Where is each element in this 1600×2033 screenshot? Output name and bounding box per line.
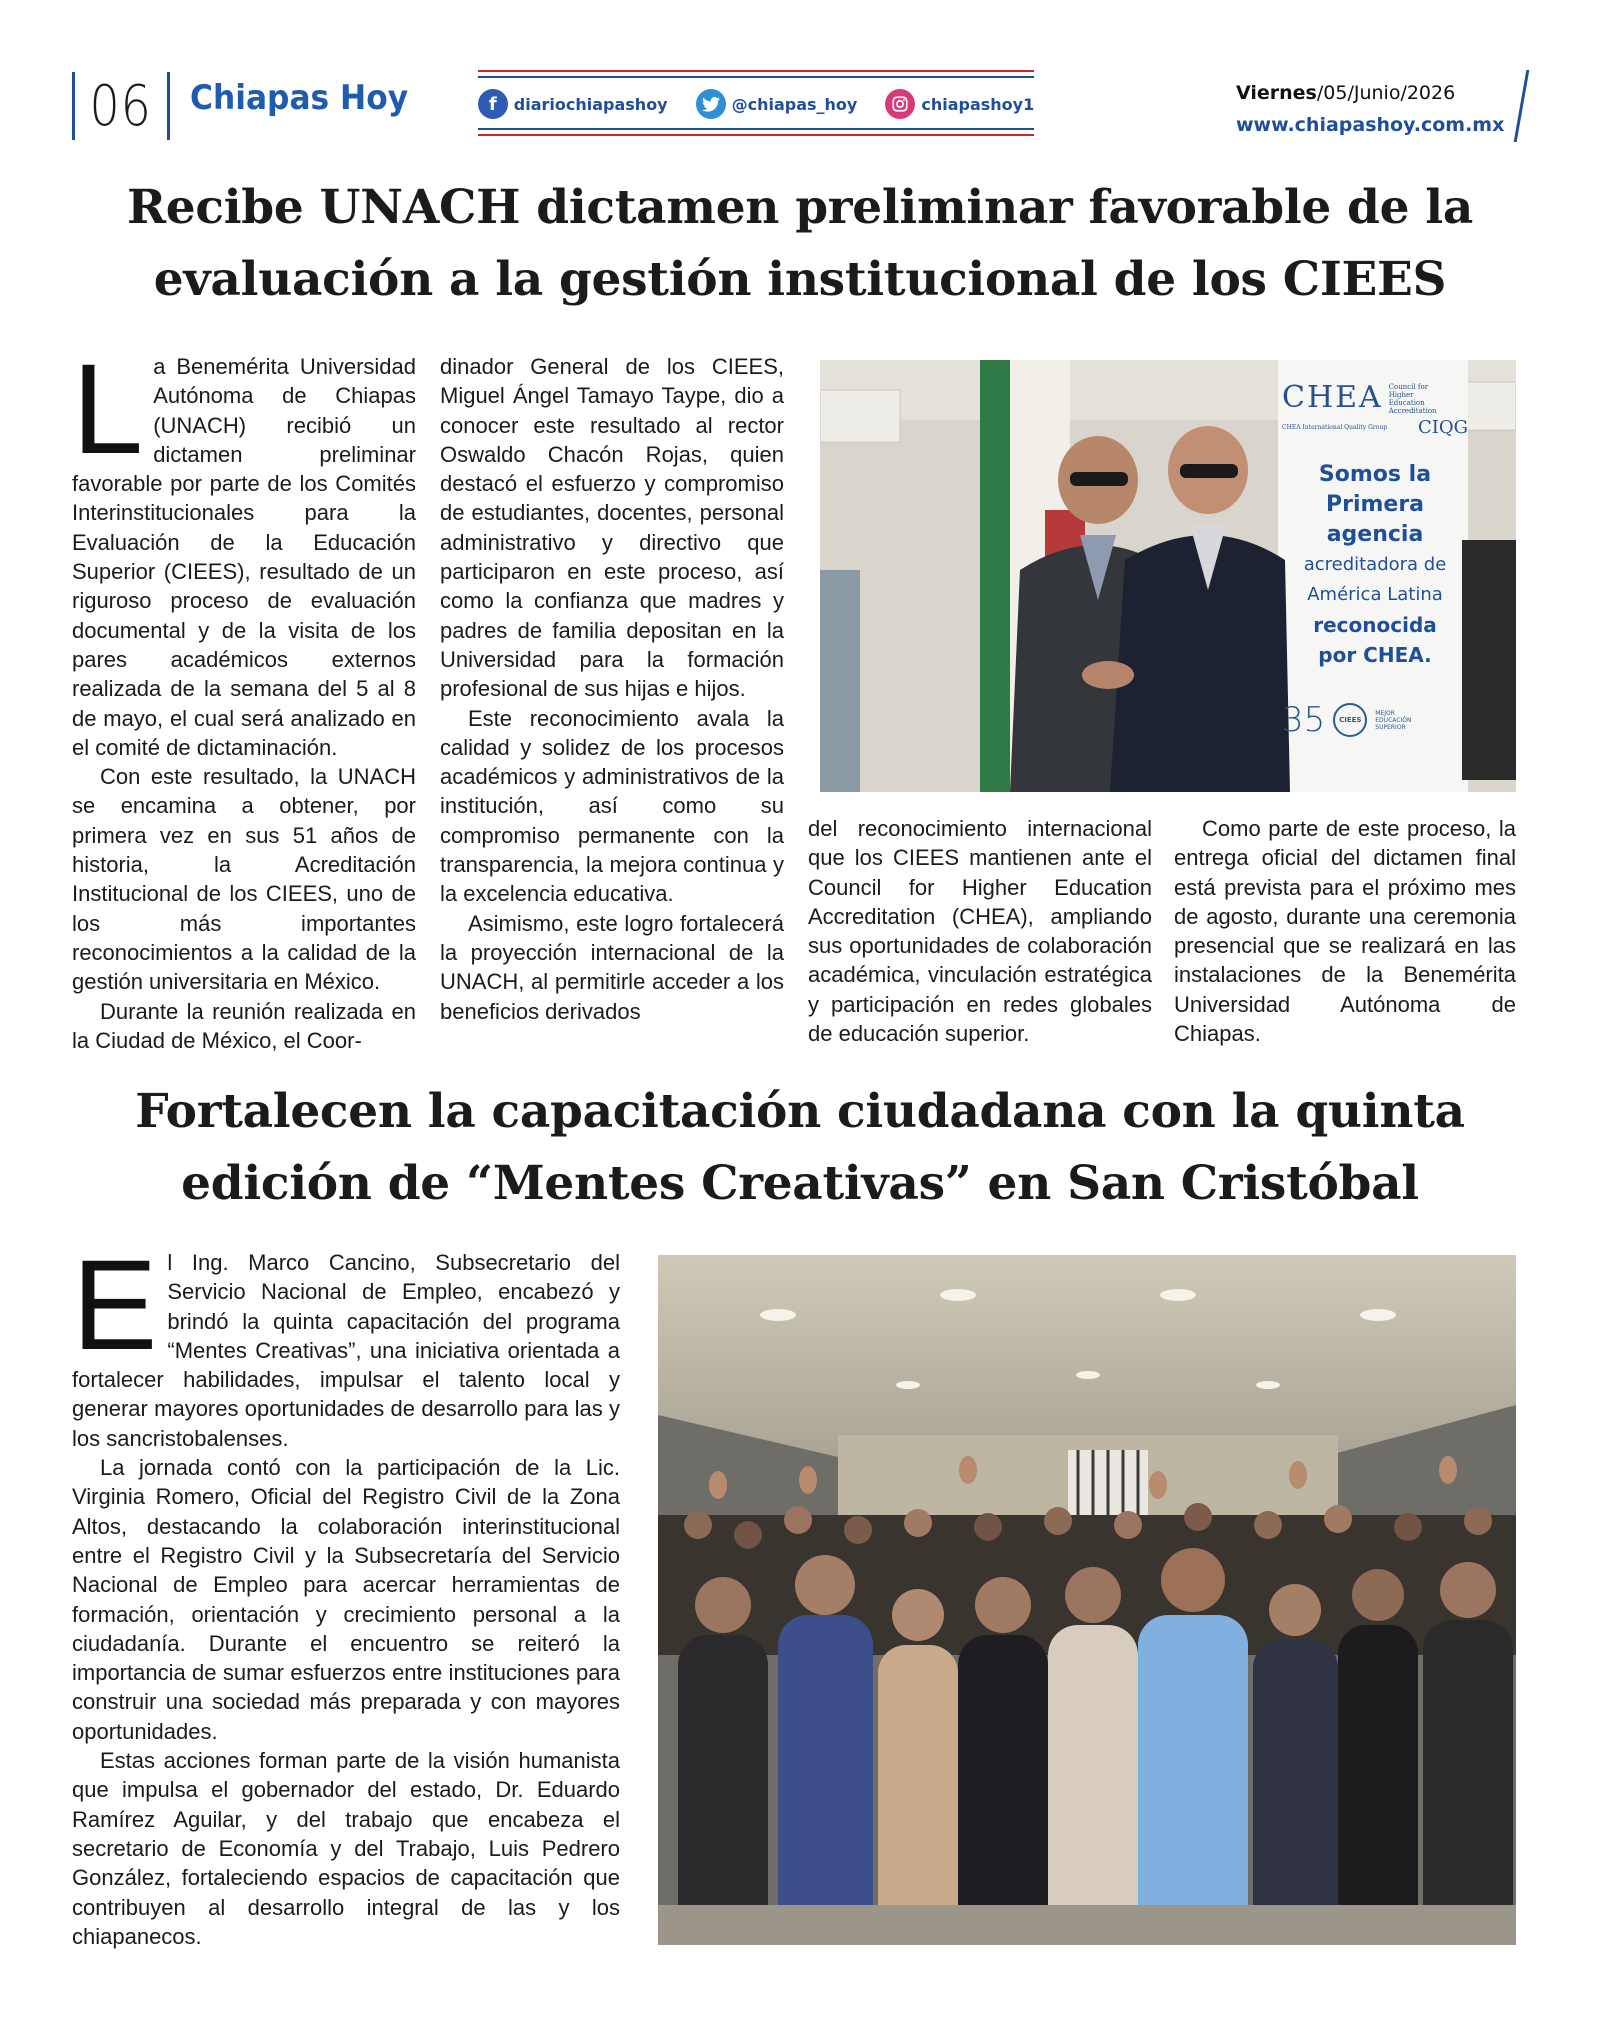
ciqg-logo: CIQG bbox=[1417, 417, 1468, 438]
banner-line-7: por CHEA. bbox=[1318, 643, 1432, 667]
article1-column-4 bbox=[1174, 814, 1516, 1048]
anniversary-35-logo: 35 bbox=[1282, 700, 1326, 740]
article1-column-2 bbox=[440, 352, 784, 1026]
newspaper-name: Chiapas Hoy bbox=[190, 78, 409, 118]
facebook-icon: f bbox=[478, 89, 508, 119]
article2-paragraph bbox=[72, 1234, 620, 1453]
social-bar-bottom-red-rule bbox=[478, 134, 1034, 136]
facebook-link[interactable] bbox=[478, 89, 668, 119]
article1-col3-p1: del reconocimiento internacional que los CIEES mantienen ante el Council for Higher Education Accreditation (CHEA), ampliando sus oportunidades de colaboración académica, vinculación estratégica y participación en redes globales de educación superior. bbox=[808, 816, 1152, 1047]
article1-col2-p1: dinador General de los CIEES, Miguel Ángel Tamayo Taype, dio a conocer este resultado al rector Oswaldo Chacón Rojas, quien destacó el esfuerzo y compromiso de estudiantes, docentes, personal administrativo y directivo que participaron en este proceso, así como la confianza que madres y padres de familia depositan en la Universidad para la formación profesional de sus hijas e hijos. bbox=[440, 354, 784, 702]
ciees-logo-sub: MEJOR EDUCACIÓN SUPERIOR bbox=[1375, 709, 1412, 731]
article1-paragraph bbox=[72, 338, 416, 762]
article1-column-1 bbox=[72, 338, 416, 1055]
banner-line-3: agencia bbox=[1326, 522, 1424, 547]
chea-banner bbox=[1282, 380, 1468, 740]
article2-p1: l Ing. Marco Cancino, Subsecretario del Servicio Nacional de Empleo, encabezó y brindó la quinta capacitación del programa “Mentes Creativas”, una iniciativa orientada a fortalecer habilidades, impulsar el talento local y generar mayores oportunidades de desarrollo para las y los sancristobalenses. bbox=[72, 1250, 620, 1451]
article1-col1-p3: Durante la reunión realizada en la Ciudad de México, el Coor- bbox=[72, 998, 416, 1053]
chea-logo-sub: Council for Higher Education Accreditation bbox=[1388, 383, 1437, 415]
article1-headline-line1: Recibe UNACH dictamen preliminar favorable de la bbox=[127, 180, 1473, 235]
banner-line-6: reconocida bbox=[1313, 613, 1437, 637]
ciees-logo-mark bbox=[1333, 703, 1367, 737]
twitter-bird-icon bbox=[696, 89, 726, 119]
issue-weekday: Viernes bbox=[1236, 82, 1317, 104]
ciees-logo-text: CIEES bbox=[1339, 716, 1362, 724]
article2-column bbox=[72, 1234, 620, 1951]
social-bar bbox=[478, 70, 1034, 136]
article2-photo bbox=[658, 1255, 1516, 1945]
article2-photo-scene bbox=[658, 1255, 1516, 1945]
article2-p3: Estas acciones forman parte de la visión humanista que impulsa el gobernador del estado, Dr. Eduardo Ramírez Aguilar, y del trabajo que encabeza el secretario de Economía y del Trabajo, Luis Pedrero González, fortaleciendo espacios de capacitación que contribuyen al desarrollo integral de las y los chiapanecos. bbox=[72, 1748, 620, 1949]
social-bar-top-red-rule bbox=[478, 70, 1034, 72]
article2-headline-line1: Fortalecen la capacitación ciudadana con la quinta bbox=[135, 1084, 1465, 1139]
page-number-box bbox=[72, 72, 170, 140]
banner-line-5: América Latina bbox=[1307, 584, 1443, 605]
page-number: 06 bbox=[89, 73, 153, 139]
facebook-handle: diariochiapashoy bbox=[513, 94, 668, 114]
article1-photo bbox=[820, 360, 1516, 792]
article1-col2-p2: Este reconocimiento avala la calidad y solidez de los procesos académicos y administrativos de la institución, así como su compromiso permanente con la transparencia, la mejora continua y la excelencia educativa. bbox=[440, 705, 784, 907]
twitter-link[interactable] bbox=[696, 89, 858, 119]
issue-date-rest: /05/Junio/2026 bbox=[1316, 82, 1456, 104]
website-link[interactable]: www.chiapashoy.com.mx bbox=[1236, 114, 1505, 136]
article2-headline-line2: edición de “Mentes Creativas” en San Cristóbal bbox=[181, 1156, 1419, 1211]
chea-logo: CHEA bbox=[1282, 380, 1383, 415]
ciqg-sub: CHEA International Quality Group bbox=[1282, 424, 1388, 431]
banner-line-2: Primera bbox=[1325, 492, 1425, 517]
article1-column-3 bbox=[808, 814, 1152, 1048]
social-bar-top-blue-rule bbox=[478, 76, 1034, 78]
social-bar-bottom-blue-rule bbox=[478, 128, 1034, 130]
article1-col4-p1: Como parte de este proceso, la entrega oficial del dictamen final está prevista para el próximo mes de agosto, durante una ceremonia presencial que se realizará en las instalaciones de la Benemérita Universidad Autónoma de Chiapas. bbox=[1174, 816, 1516, 1047]
article1-col1-p1: a Benemérita Universidad Autónoma de Chiapas (UNACH) recibió un dictamen preliminar favorable por parte de los Comités Interinstitucionales para la Evaluación de la Educación Superior (CIEES), resultado de un riguroso proceso de evaluación documental y de la visita de los pares académicos externos realizada de la semana del 5 al 8 de mayo, el cual será analizado en el comité de dictaminación. bbox=[72, 354, 416, 760]
issue-date bbox=[1236, 82, 1455, 104]
article1-headline bbox=[60, 172, 1540, 316]
instagram-icon bbox=[885, 89, 915, 119]
header-slash-decoration bbox=[1514, 70, 1530, 142]
twitter-handle: @chiapas_hoy bbox=[731, 94, 858, 114]
article1-col1-p2: Con este resultado, la UNACH se encamina a obtener, por primera vez en sus 51 años de historia, la Acreditación Institucional de los CIEES, uno de los más importantes reconocimientos a la calidad de la gestión universitaria en México. bbox=[72, 764, 416, 995]
article2-headline bbox=[60, 1076, 1540, 1220]
article2-dropcap: E bbox=[72, 1234, 158, 1377]
article1-headline-line2: evaluación a la gestión institucional de los CIEES bbox=[153, 252, 1447, 307]
instagram-handle: chiapashoy1 bbox=[921, 94, 1035, 114]
article1-col2-p3: Asimismo, este logro fortalecerá la proyección internacional de la UNACH, al permitirle acceder a los beneficios derivados bbox=[440, 910, 784, 1024]
banner-line-4: acreditadora de bbox=[1303, 554, 1447, 575]
article2-p2: La jornada contó con la participación de la Lic. Virginia Romero, Oficial del Registro Civil de la Zona Altos, destacando la colaboración interinstitucional entre el Registro Civil y la Subsecretaría del Servicio Nacional de Empleo para acercar herramientas de formación, orientación y crecimiento personal a la ciudadanía. Durante el encuentro se reiteró la importancia de sumar esfuerzos entre instituciones para construir una sociedad más preparada y con mayores oportunidades. bbox=[72, 1455, 620, 1744]
banner-line-1: Somos la bbox=[1318, 462, 1432, 487]
instagram-link[interactable] bbox=[885, 89, 1034, 119]
article1-dropcap: L bbox=[72, 338, 144, 481]
social-links bbox=[478, 88, 1034, 120]
